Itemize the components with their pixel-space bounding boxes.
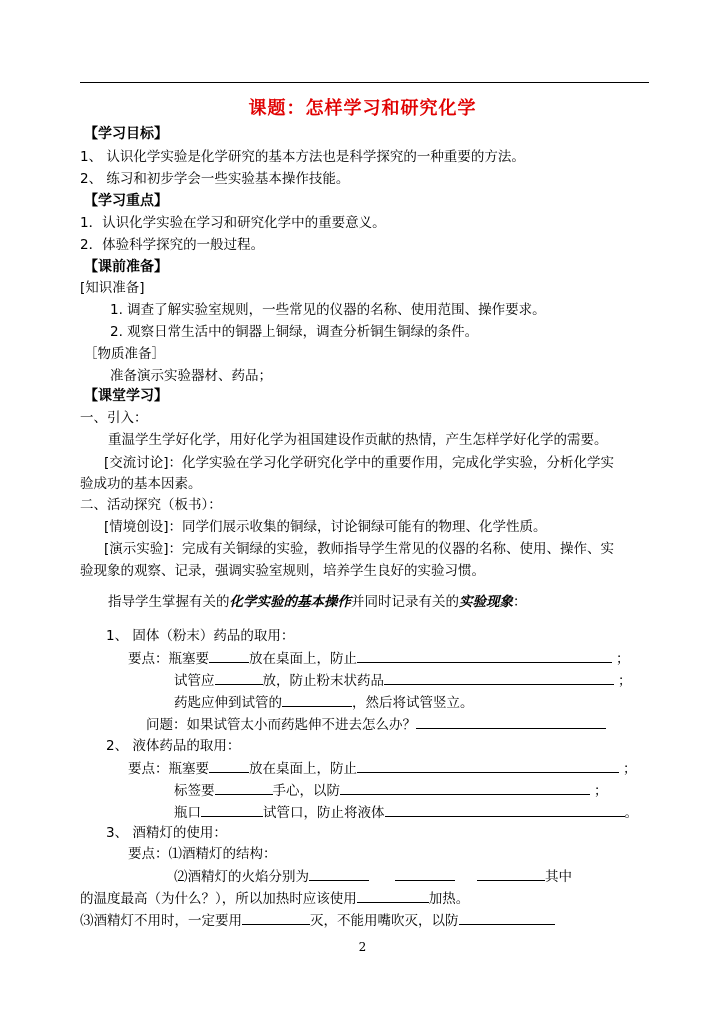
discussion-text-cont: 验成功的基本因素。 (80, 476, 202, 492)
prep-heading: 【课前准备】 (84, 259, 168, 275)
solid-3b: ，然后将试管竖立。 (352, 695, 474, 711)
goal-item: 2、 练习和初步学会一些实验基本操作技能。 (80, 171, 350, 187)
solid-heading: 1、 固体（粉末）药品的取用： (106, 628, 295, 644)
blank-field[interactable] (459, 910, 555, 925)
goal-item: 1、 认识化学实验是化学研究的基本方法也是科学探究的一种重要的方法。 (80, 149, 525, 165)
intro-heading: 一、引入： (80, 410, 148, 426)
blank-field[interactable] (357, 758, 619, 773)
blank-field[interactable] (309, 866, 369, 881)
guide-emphasis-operations: 化学实验的基本操作 (229, 594, 351, 610)
page-title: 课题：怎样学习和研究化学 (248, 98, 477, 119)
blank-field[interactable] (201, 802, 263, 817)
blank-field[interactable] (209, 648, 249, 663)
activity-heading: 二、活动探究（板书）： (80, 497, 222, 513)
liquid-3b: 试管口，防止将液体 (263, 805, 385, 821)
knowledge-prep-label: [知识准备] (80, 280, 145, 296)
guide-text (108, 592, 527, 612)
blank-field[interactable] (242, 910, 310, 925)
solid-point-2 (174, 670, 632, 691)
material-prep-label: ［物质准备］ (84, 346, 165, 362)
lamp-2b: 其中 (545, 869, 572, 885)
lamp-point-2-cont (80, 888, 469, 909)
lamp-4a: ⑶酒精灯不用时，一定要用 (80, 913, 242, 929)
solid-2c: ； (618, 673, 632, 689)
blank-field[interactable] (357, 888, 429, 903)
goals-heading: 【学习目标】 (84, 126, 168, 142)
liquid-3a: 瓶口 (174, 805, 201, 821)
liquid-2b: 手心，以防 (272, 783, 340, 799)
knowledge-item: 2. 观察日常生活中的铜器上铜绿，调查分析铜生铜绿的条件。 (110, 324, 479, 340)
guide-text-c: 并同时记录有关的 (351, 594, 459, 610)
guide-emphasis-phenomena: 实验现象 (459, 594, 513, 610)
solid-3a: 药匙应伸到试管的 (174, 695, 282, 711)
intro-text: 重温学生学好化学，用好化学为祖国建设作贡献的热情，产生怎样学好化学的需要。 (108, 432, 608, 448)
page-number: 2 (358, 940, 367, 954)
lamp-point-3 (80, 910, 555, 931)
blank-field[interactable] (282, 692, 352, 707)
solid-point-3 (174, 692, 474, 713)
lamp-3b: 加热。 (428, 891, 470, 907)
liquid-2a: 标签要 (174, 783, 215, 799)
scenario-text: [情境创设]：同学们展示收集的铜绿，讨论铜绿可能有的物理、化学性质。 (104, 519, 547, 535)
lamp-3a: 的温度最高（为什么？），所以加热时应该使用 (80, 891, 357, 907)
blank-field[interactable] (385, 802, 625, 817)
guide-text-a: 指导学生掌握有关的 (108, 594, 230, 610)
solid-1c: ； (616, 651, 630, 667)
solid-1a: 要点：瓶塞要 (128, 651, 209, 667)
blank-field[interactable] (215, 670, 263, 685)
lamp-point-1: 要点：⑴酒精灯的结构： (128, 846, 277, 862)
blank-field[interactable] (215, 780, 273, 795)
liquid-1c: ； (623, 761, 637, 777)
blank-field[interactable] (395, 866, 455, 881)
blank-field[interactable] (209, 758, 249, 773)
blank-field[interactable] (477, 866, 545, 881)
material-text: 准备演示实验器材、药品； (110, 368, 272, 384)
blank-field[interactable] (357, 648, 612, 663)
blank-field[interactable] (416, 714, 606, 729)
guide-text-e: ： (513, 594, 527, 610)
header-rule (80, 82, 649, 83)
demo-text-cont: 验现象的观察、记录，强调实验室规则，培养学生良好的实验习惯。 (80, 563, 485, 579)
knowledge-item: 1. 调查了解实验室规则，一些常见的仪器的名称、使用范围、操作要求。 (110, 302, 546, 318)
lamp-point-2 (174, 866, 572, 887)
solid-2b: 放，防止粉末状药品 (262, 673, 384, 689)
focus-heading: 【学习重点】 (84, 193, 168, 209)
solid-point-1 (128, 648, 630, 669)
blank-field[interactable] (384, 670, 614, 685)
liquid-1a: 要点：瓶塞要 (128, 761, 209, 777)
liquid-3c: 。 (624, 805, 638, 821)
lamp-heading: 3、 酒精灯的使用： (106, 825, 227, 841)
liquid-point-1 (128, 758, 637, 779)
class-heading: 【课堂学习】 (84, 388, 168, 404)
liquid-point-2 (174, 780, 608, 801)
lamp-2a: ⑵酒精灯的火焰分别为 (174, 869, 309, 885)
liquid-1b: 放在桌面上，防止 (249, 761, 357, 777)
blank-field[interactable] (340, 780, 590, 795)
solid-question-text: 问题：如果试管太小而药匙伸不进去怎么办？ (146, 717, 416, 733)
focus-item: 1．认识化学实验在学习和研究化学中的重要意义。 (80, 215, 386, 231)
focus-item: 2．体验科学探究的一般过程。 (80, 237, 265, 253)
solid-1b: 放在桌面上，防止 (249, 651, 357, 667)
demo-text: [演示实验]：完成有关铜绿的实验，教师指导学生常见的仪器的名称、使用、操作、实 (104, 541, 615, 557)
liquid-heading: 2、 液体药品的取用： (106, 738, 241, 754)
solid-2a: 试管应 (174, 673, 215, 689)
liquid-point-3 (174, 802, 638, 823)
liquid-2c: ； (594, 783, 608, 799)
discussion-text: [交流讨论]：化学实验在学习化学研究化学中的重要作用，完成化学实验，分析化学实 (104, 455, 615, 471)
lamp-4b: 灭，不能用嘴吹灭，以防 (310, 913, 459, 929)
solid-question (146, 714, 606, 735)
